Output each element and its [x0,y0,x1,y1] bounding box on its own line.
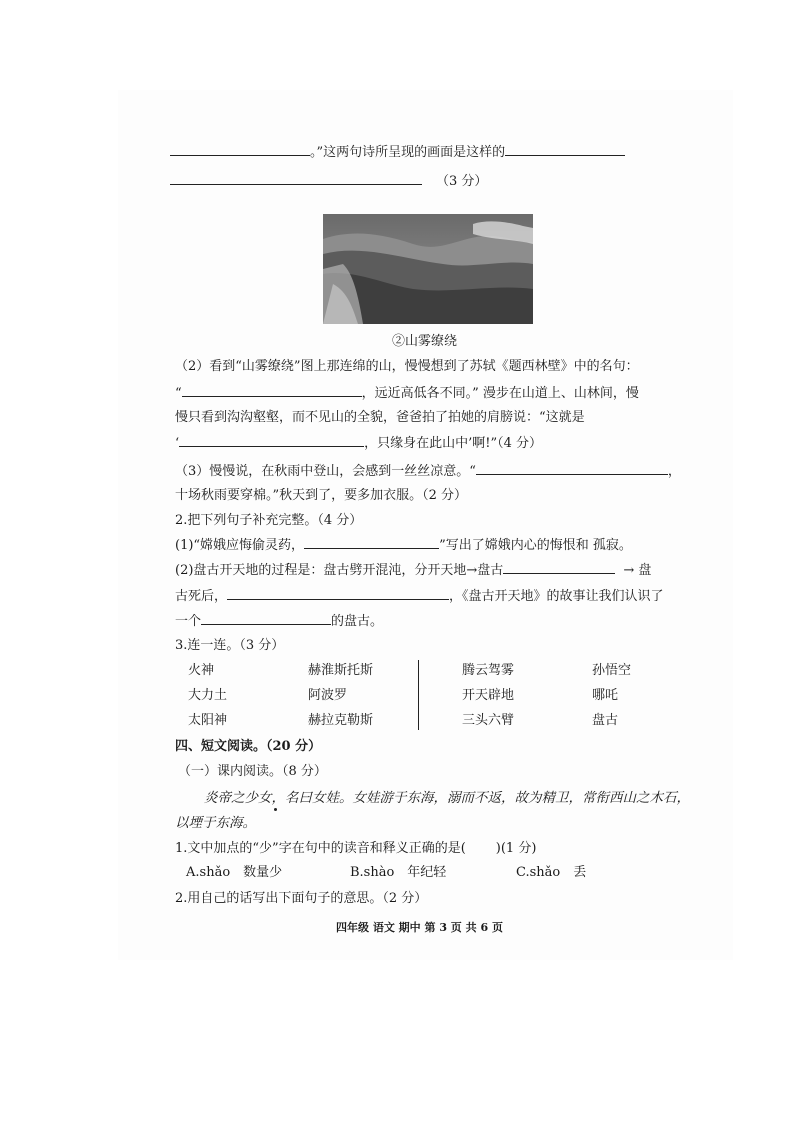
s2-item-2-cont: 古死后， ，《盘古开天地》的故事让我们认识了 [175,589,664,604]
answer-blank[interactable] [179,434,364,447]
q3-line-2: 十场秋雨要穿棉。”秋天到了，要多加衣服。（2 分） [175,488,468,503]
q2-line-1: （2）看到“山雾缭绕”图上那连绵的山，慢慢想到了苏轼《题西林壁》中的名句： [175,359,639,374]
match-c-3[interactable]: 三头六臂 [462,713,515,728]
match-d-2[interactable]: 哪吒 [592,688,619,703]
answer-blank[interactable] [201,612,331,625]
image-caption: ②山雾缭绕 [392,334,458,349]
match-c-2[interactable]: 开天辟地 [462,688,515,703]
page-footer: 四年级 语文 期中 第 3 页 共 6 页 [336,921,503,934]
passage-line-1: 炎帝之少女，名曰女娃。女娃游于东海，溺而不返，故为精卫，常衔西山之木石， [204,790,690,806]
reading-q1: 1.文中加点的“少”字在句中的读音和释义正确的是( )(1 分) [175,841,537,856]
match-a-2[interactable]: 大力土 [188,688,228,703]
section-3-title: 3.连一连。（3 分） [175,638,285,653]
s2-item-1: (1)“嫦娥应悔偷灵药， ”写出了嫦娥内心的悔恨和 孤寂。 [175,538,632,553]
match-a-1[interactable]: 火神 [188,663,215,678]
answer-blank[interactable] [505,143,625,156]
s2-item-2-end: 一个 的盘古。 [175,614,384,629]
answer-blank[interactable] [182,384,362,397]
mountain-mist-photo [323,214,533,324]
match-d-1[interactable]: 孙悟空 [592,663,632,678]
section-2-title: 2.把下列句子补充完整。（4 分） [175,513,363,528]
q2-line-4: ‘ ，只缘身在此山中’啊!”（4 分） [175,436,543,451]
answer-blank[interactable] [170,172,422,185]
match-c-1[interactable]: 腾云驾雾 [462,663,515,678]
q2-line-2: “ ，远近高低各不同。” 漫步在山道上、山林间，慢 [175,386,639,401]
match-a-3[interactable]: 太阳神 [188,713,228,728]
answer-blank[interactable] [227,587,449,600]
match-b-1[interactable]: 赫淮斯托斯 [308,663,374,678]
option-b[interactable]: B.shào 年纪轻 [350,865,447,880]
section-4-title: 四、短文阅读。（20 分） [175,739,322,754]
reading-q2: 2.用自己的话写出下面句子的意思。（2 分） [175,891,428,906]
matching-divider [418,660,419,730]
match-b-2[interactable]: 阿波罗 [308,688,348,703]
answer-blank[interactable] [503,561,615,574]
line-2: （3 分） [170,172,487,191]
match-d-3[interactable]: 盘古 [592,713,619,728]
answer-blank[interactable] [170,143,310,156]
section-4-subtitle: （一）课内阅读。（8 分） [178,764,327,779]
answer-blank[interactable] [304,536,439,549]
line-1: 。”这两句诗所呈现的画面是这样的 [170,143,625,162]
emphasis-dot [274,808,277,811]
match-b-3[interactable]: 赫拉克勒斯 [308,713,374,728]
option-c[interactable]: C.shǎo 丢 [516,865,587,880]
q2-line-3: 慢只看到沟沟壑壑，而不见山的全貌，爸爸拍了拍她的肩膀说：“这就是 [175,410,585,425]
option-a[interactable]: A.shǎo 数量少 [186,865,283,880]
answer-blank[interactable] [476,462,668,475]
q3-line-1: （3）慢慢说，在秋雨中登山，会感到一丝丝凉意。“ ， [175,464,681,479]
passage-line-2: 以堙于东海。 [175,815,256,831]
s2-item-2: (2)盘古开天地的过程是：盘古劈开混沌，分开天地→盘古 → 盘 [175,563,652,578]
